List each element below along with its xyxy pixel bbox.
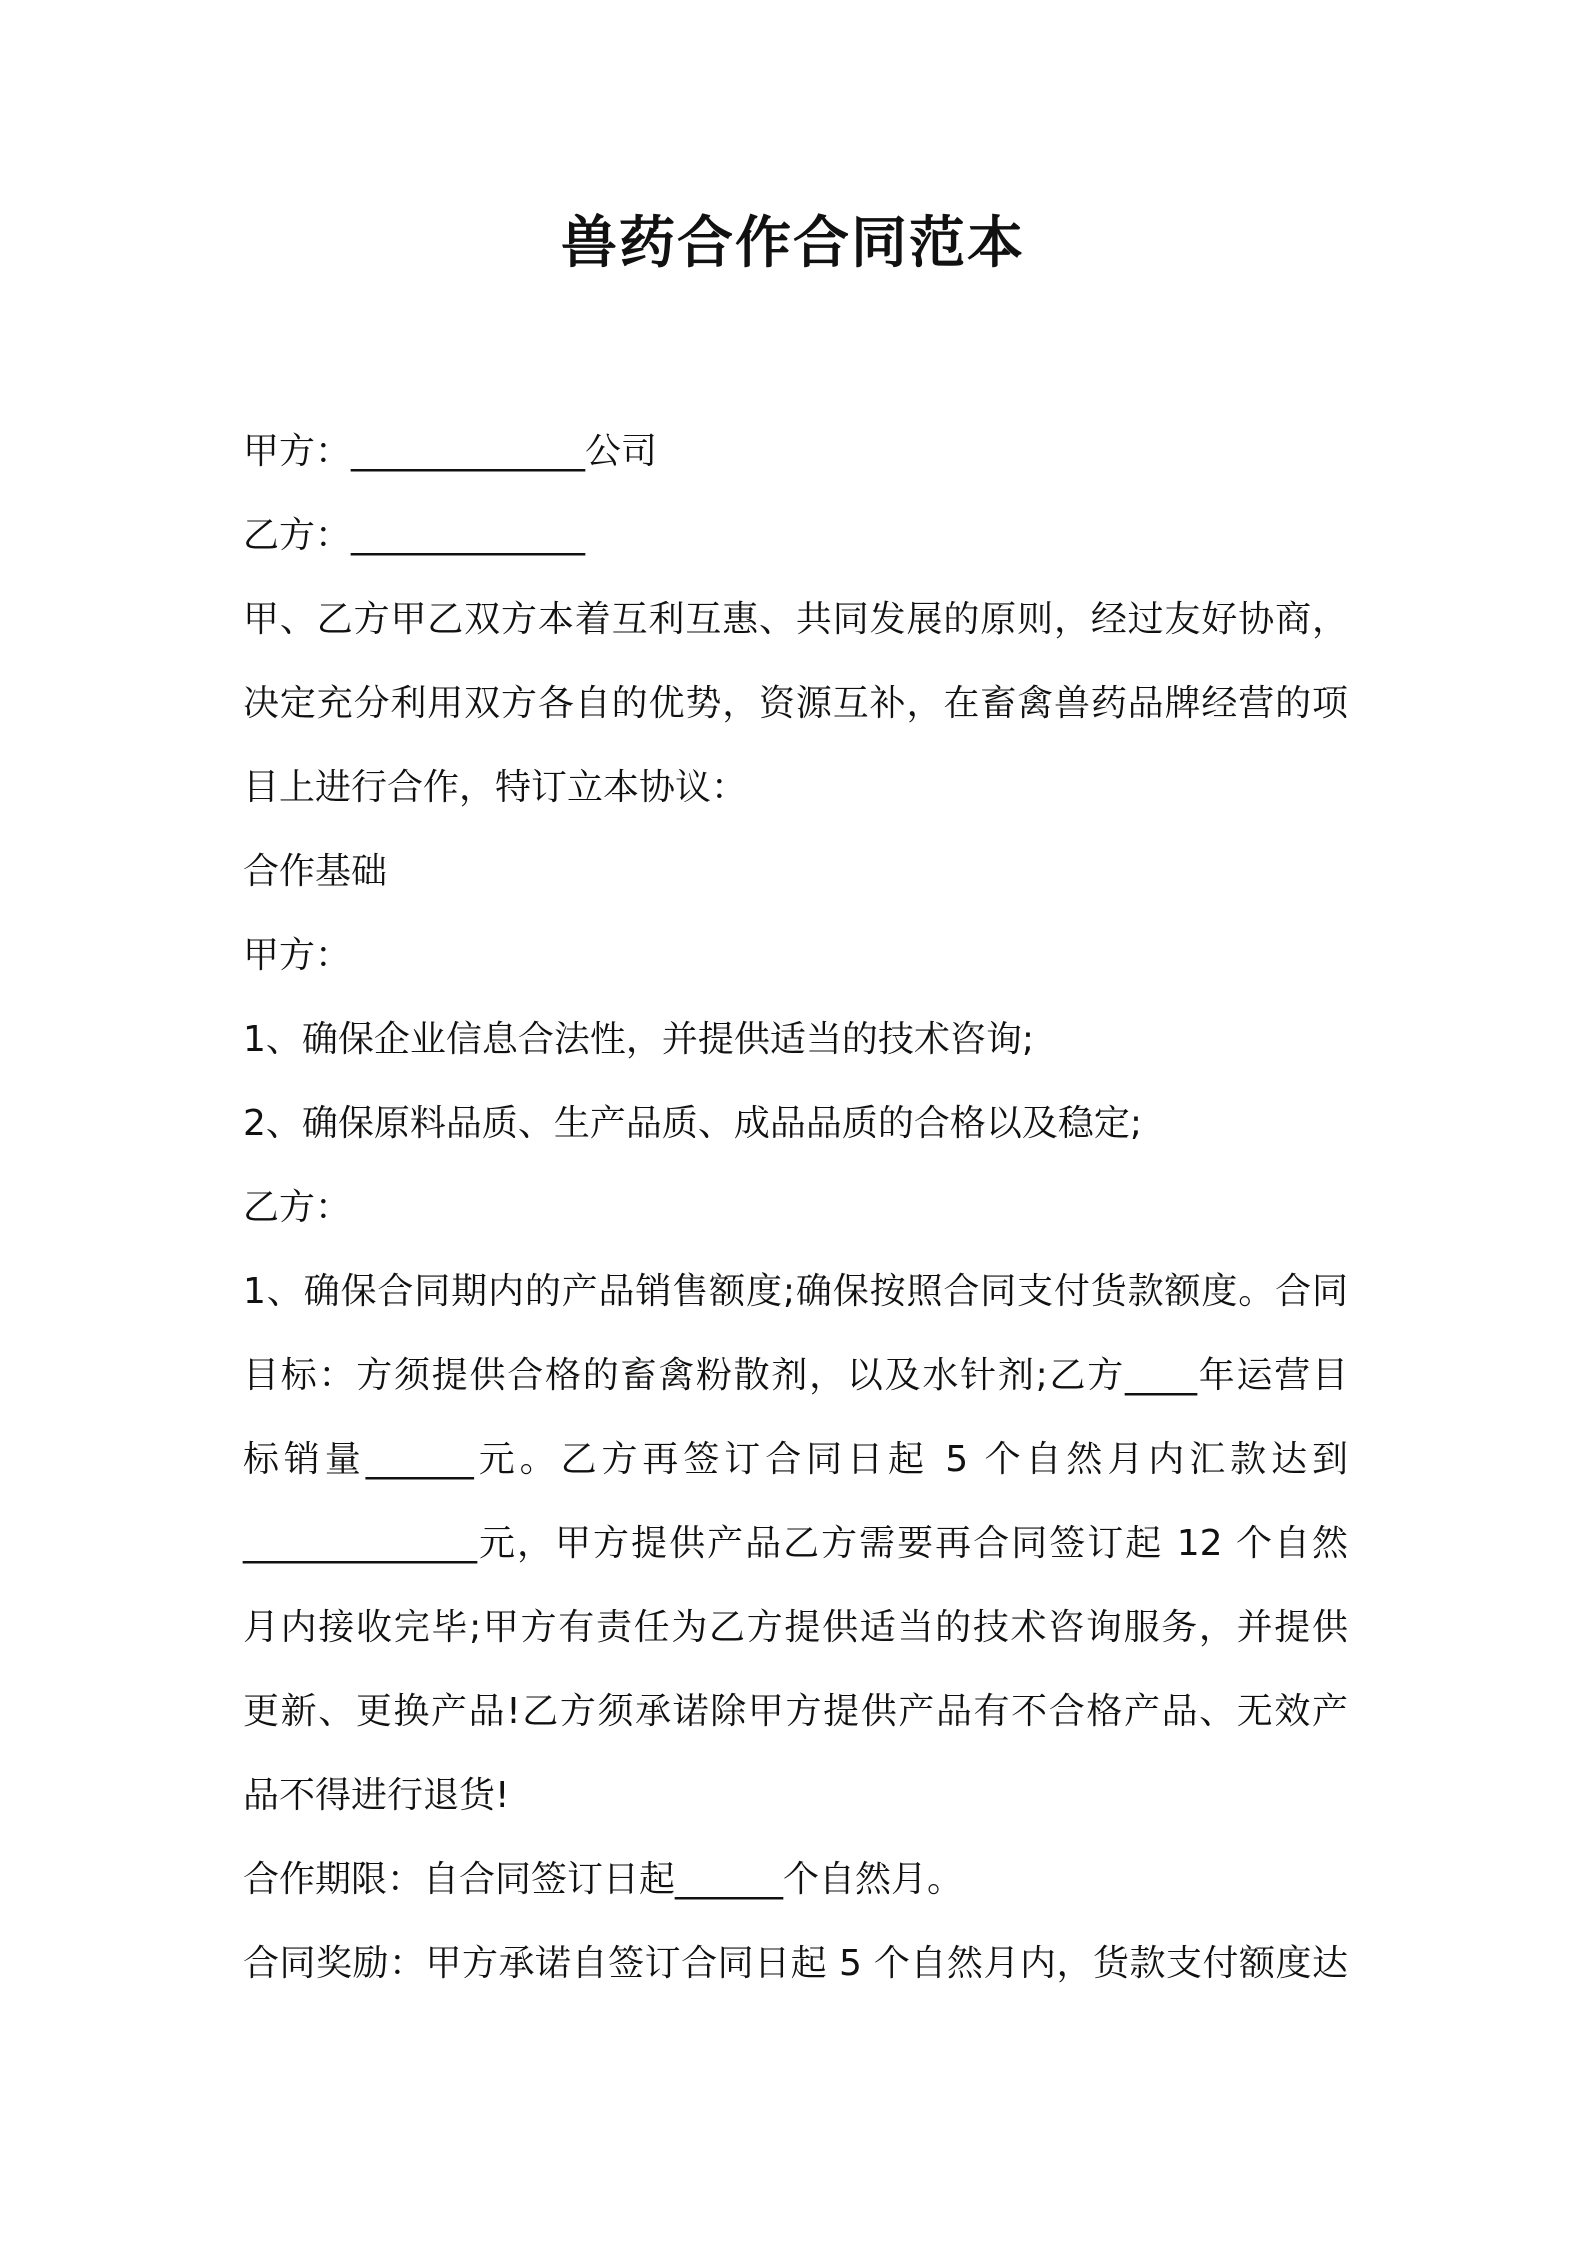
party-a-heading: 甲方： <box>243 935 352 976</box>
party-a-item-2: 2、确保原料品质、生产品质、成品品质的合格以及稳定; <box>243 1103 1143 1144</box>
party-a-item-1: 1、确保企业信息合法性，并提供适当的技术咨询; <box>243 1019 1035 1060</box>
preamble-line-3: 目上进行合作，特订立本协议： <box>243 767 748 808</box>
document-body <box>243 410 1348 2006</box>
party-b-heading: 乙方： <box>243 1187 352 1228</box>
party-b-item-1-line-6: 更新、更换产品!乙方须承诺除甲方提供产品有不合格产品、无效产 <box>243 1691 1348 1732</box>
party-a-line: 甲方：_____________公司 <box>243 431 658 472</box>
preamble-line-1: 甲、乙方甲乙双方本着互利互惠、共同发展的原则，经过友好协商， <box>243 599 1348 640</box>
party-b-item-1-line-1: 1、确保合同期内的产品销售额度;确保按照合同支付货款额度。合同 <box>243 1271 1348 1312</box>
party-b-item-1-line-4: _____________元，甲方提供产品乙方需要再合同签订起 12 个自然 <box>243 1523 1348 1564</box>
document-title: 兽药合作合同范本 <box>561 211 1025 276</box>
section-heading-cooperation-basis: 合作基础 <box>243 851 388 892</box>
party-b-item-1-line-7: 品不得进行退货! <box>243 1775 510 1816</box>
party-b-item-1-line-5: 月内接收完毕;甲方有责任为乙方提供适当的技术咨询服务，并提供 <box>243 1607 1348 1648</box>
contract-reward-line: 合同奖励：甲方承诺自签订合同日起 5 个自然月内，货款支付额度达 <box>243 1943 1348 1984</box>
preamble-line-2: 决定充分利用双方各自的优势，资源互补，在畜禽兽药品牌经营的项 <box>243 683 1348 724</box>
cooperation-term-line: 合作期限：自合同签订日起______个自然月。 <box>243 1859 964 1900</box>
party-b-item-1-line-3: 标销量______元。乙方再签订合同日起 5 个自然月内汇款达到 <box>243 1439 1348 1480</box>
party-b-item-1-line-2: 目标：方须提供合格的畜禽粉散剂，以及水针剂;乙方____年运营目 <box>243 1355 1348 1396</box>
party-b-line: 乙方：_____________ <box>243 515 586 556</box>
